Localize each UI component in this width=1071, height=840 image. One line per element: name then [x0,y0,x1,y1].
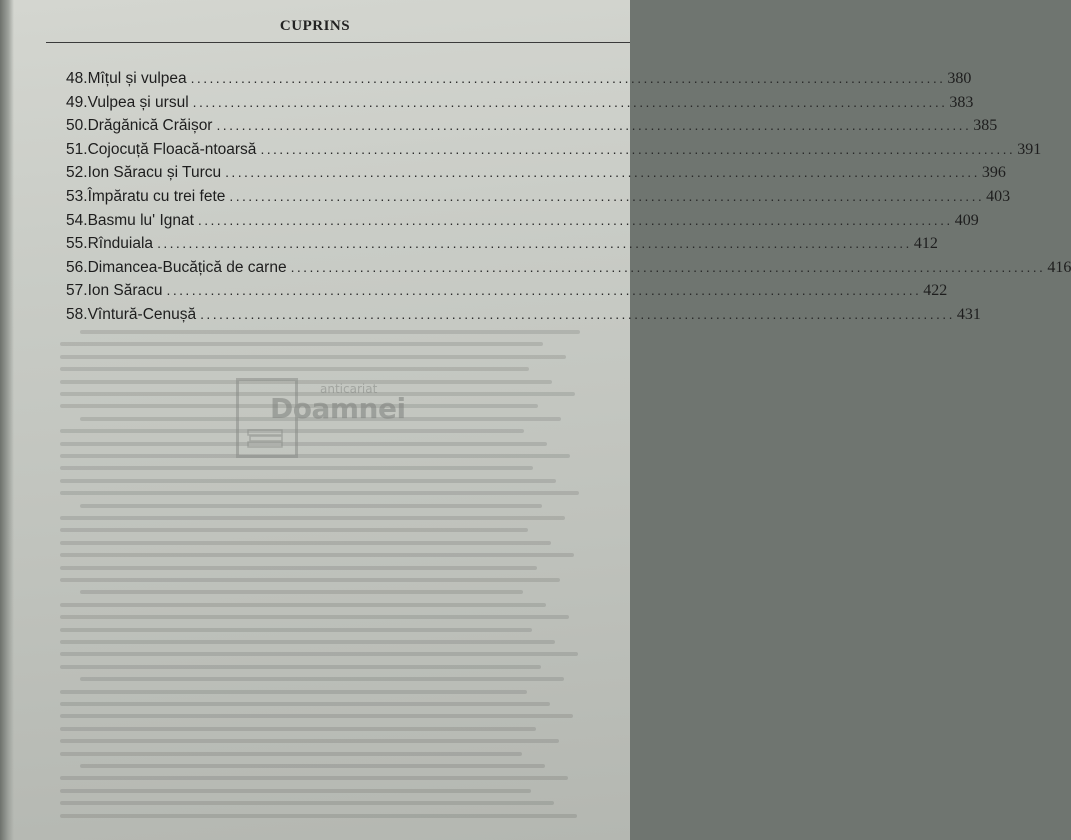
show-through-line [60,752,522,756]
toc-leader-dots: ........................................................................................................................ [200,305,955,322]
show-through-line [60,516,565,520]
toc-entry-number: 57. [66,282,88,300]
toc-entry-title: Ion Săracu [87,282,163,300]
toc-entry [66,164,1006,188]
toc-entry-title: Dimancea-Bucățică de carne [87,258,287,276]
show-through-line [60,665,541,669]
show-through-line [60,603,546,607]
show-through-line [80,677,564,681]
header-rule [46,42,630,43]
show-through-line [60,528,528,532]
toc-entry [66,258,1071,283]
toc-entry-number: 54. [66,211,88,229]
toc-entry [66,282,948,306]
show-through-line [60,652,578,656]
show-through-line [60,628,532,632]
show-through-line [80,590,523,594]
toc-leader-dots: ........................................................................................................................ [190,70,946,86]
toc-entry-title: Vulpea și ursul [87,93,189,111]
toc-entry-page: 412 [913,235,938,253]
show-through-line [60,615,569,619]
toc-entry-number: 55. [66,235,88,253]
watermark [236,378,416,460]
toc-entry-page: 431 [956,305,981,323]
show-through-line [60,367,529,371]
toc-entry-number: 50. [66,117,88,135]
show-through-line [60,814,577,818]
show-through-line [60,479,556,483]
toc-leader-dots: ........................................................................................................................ [260,140,1016,157]
toc-entry-number: 51. [66,140,88,158]
toc-entry [66,93,974,118]
toc-entry [66,305,981,330]
toc-entry [66,70,972,94]
toc-entry-page: 385 [973,117,998,135]
toc-entry-title: Împăratu cu trei fete [87,187,226,205]
toc-leader-dots: ........................................................................................................................ [290,258,1046,275]
toc-entry [66,211,979,236]
toc-entry [66,140,1042,165]
toc-leader-dots: ........................................................................................................................ [192,93,948,110]
show-through-line [80,764,545,768]
show-through-line [60,789,531,793]
show-through-line [60,566,537,570]
show-through-line [60,578,560,582]
show-through-line [60,355,566,359]
show-through-line [60,640,555,644]
show-through-line [60,541,551,545]
show-through-line [80,504,542,508]
toc-entry-number: 56. [66,258,88,276]
toc-entry-number: 58. [66,305,88,323]
toc-entry [66,187,1011,212]
watermark-small-text: anticariat [320,382,378,396]
toc-entry-page: 383 [949,93,974,111]
toc-entry-title: Drăgănică Crăișor [87,117,213,135]
toc-entry-page: 422 [923,282,948,300]
toc-entry-page: 409 [954,211,979,229]
page-header: CUPRINS [279,18,351,34]
toc-entry-page: 380 [947,70,972,87]
toc-leader-dots: ........................................................................................................................ [166,282,922,299]
show-through-line [60,466,533,470]
show-through-line [60,342,543,346]
show-through-line [60,714,573,718]
toc-leader-dots: ........................................................................................................................ [157,235,912,252]
toc-entry [66,235,938,259]
toc-entry-page: 396 [981,164,1006,182]
show-through-line [60,739,559,743]
table-of-contents [66,70,1071,330]
show-through-line [60,702,550,706]
toc-entry-number: 49. [66,93,88,111]
page-gutter-shadow [0,0,14,840]
toc-entry-number: 53. [66,187,88,205]
toc-entry-title: Cojocuță Floacă-ntoarsă [87,140,257,158]
toc-leader-dots: ........................................................................................................................ [225,164,980,181]
toc-entry-number: 52. [66,164,88,182]
show-through-line [60,727,536,731]
toc-entry-title: Rînduiala [87,235,154,253]
toc-leader-dots: ........................................................................................................................ [229,187,985,204]
show-through-line [60,801,554,805]
toc-entry [66,117,998,141]
show-through-line [80,330,580,334]
toc-entry-title: Basmu lu' Ignat [87,211,194,229]
show-through-line [60,553,574,557]
toc-entry-title: Ion Săracu și Turcu [87,164,222,182]
show-through-line [60,776,568,780]
watermark-big-text: Doamnei [270,392,406,425]
toc-entry-page: 403 [986,187,1011,205]
toc-entry-page: 391 [1017,140,1042,158]
show-through-line [60,491,579,495]
show-through-line [60,690,527,694]
toc-entry-title: Vîntură-Cenușă [87,305,197,323]
toc-entry-number: 48. [66,70,88,87]
toc-entry-page: 416 [1047,258,1071,276]
toc-leader-dots: ........................................................................................................................ [197,211,953,228]
toc-entry-title: Mîțul și vulpea [87,70,187,87]
toc-leader-dots: ........................................................................................................................ [216,117,972,134]
books-icon [246,428,286,450]
